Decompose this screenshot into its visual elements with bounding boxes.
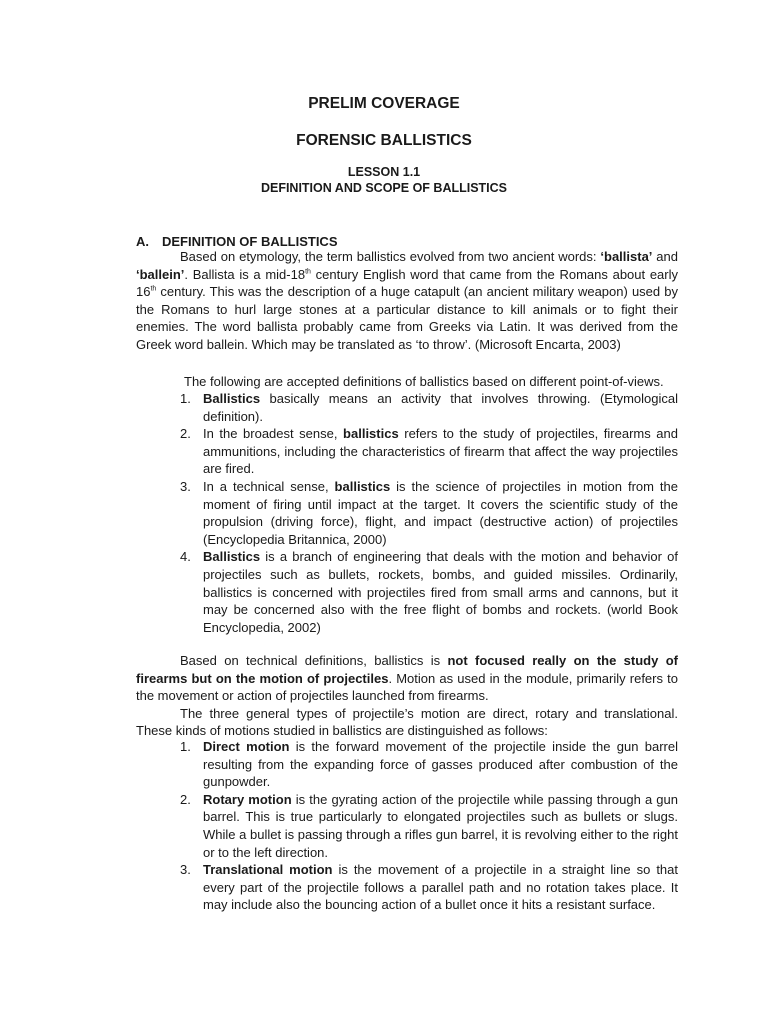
term-ballein: ‘ballein’: [136, 266, 185, 282]
emphasis-text: not focused really on the study of firearms but on the motion of projectiles: [136, 653, 678, 686]
list-term: Ballistics: [203, 391, 261, 406]
list-text: is the forward movement of the projectile inside the gun barrel resulting from the expanding force of gasses produced after combustion of the gunpowder.: [203, 739, 678, 790]
text-run: In a technical sense,: [203, 478, 335, 494]
list-text: basically means an activity that involves throwing. (Etymological definition).: [203, 391, 678, 424]
lesson-number: LESSON 1.1: [347, 165, 421, 179]
section-heading: [136, 234, 338, 249]
list-item: [180, 425, 678, 478]
list-item: [180, 548, 678, 636]
list-number: 4.: [180, 549, 191, 565]
list-number: 2.: [180, 791, 191, 807]
list-term: Direct motion: [203, 739, 290, 754]
page-title: PRELIM COVERAGE: [308, 95, 460, 112]
subject-title: FORENSIC BALLISTICS: [296, 132, 472, 149]
list-item: [180, 738, 678, 791]
list-item: [180, 478, 678, 548]
motion-types-paragraph: The three general types of projectile’s motion are direct, rotary and translational. These kinds of motions studied in ballistics are distinguished as follows:: [136, 705, 678, 739]
list-number: 1.: [180, 739, 191, 754]
section-heading-text: DEFINITION OF BALLISTICS: [162, 234, 338, 249]
list-text: is the gyrating action of the projectile while passing through a gun barrel. This is true particularly to elongated projectiles such as bullets or slugs. While a bullet is passing through a rifles gun barrel, it is revolving either to the right or to the left direction.: [203, 791, 678, 860]
section-label: A.: [136, 234, 149, 249]
term-ballista: ‘ballista’: [600, 249, 653, 264]
text-run: . Ballista is a mid-18: [184, 266, 306, 282]
superscript: th: [305, 268, 311, 276]
list-text: is a branch of engineering that deals with the motion and behavior of projectiles such as bullets, rockets, bombs, and guided missiles. Ordinarily, ballistics is concerned with projectiles fired from small arms and cannons, but it may be concerned also with the free flight of bombs and rockets. (world Book Encyclopedia, 2002): [203, 549, 678, 635]
list-number: 3.: [180, 862, 191, 878]
list-term: ballistics: [343, 426, 399, 442]
list-term: Rotary motion: [203, 791, 292, 807]
text-run: Based on technical definitions, ballistics is: [180, 653, 448, 668]
superscript: th: [150, 285, 157, 293]
text-run: and: [652, 249, 678, 264]
list-number: 2.: [180, 426, 191, 442]
motion-types-list: [180, 738, 678, 914]
definitions-list: [180, 390, 678, 636]
list-term: Translational motion: [203, 862, 333, 878]
list-item: [180, 791, 678, 861]
text-run: century. This was the description of a huge catapult (an ancient military weapon) used by the Romans to hurl large stones at a particular distance to kill animals or to fight their enemies. The word ballista probably came from Greeks via Latin. It was derived from the Greek word ballein. Which may be translated as ‘to throw’. (Microsoft Encarta, 2003): [136, 284, 678, 352]
list-item: [180, 390, 678, 425]
lesson-title: DEFINITION AND SCOPE OF BALLISTICS: [260, 181, 508, 195]
text-run: Based on etymology, the term ballistics evolved from two ancient words:: [180, 249, 601, 264]
list-text: is the movement of a projectile in a straight line so that every part of the projectile follows a parallel path and no rotation takes place. It may include also the bouncing action of a bullet once it hits a resistant surface.: [203, 862, 679, 913]
text-run: In the broadest sense,: [203, 426, 344, 442]
technical-paragraph: [136, 652, 678, 740]
list-text: refers to the study of projectiles, firearms and ammunitions, including the characteristics of firearm that affect the way projectiles are fired.: [203, 426, 678, 477]
list-term: ballistics: [334, 478, 391, 494]
list-item: [180, 861, 678, 914]
text-run: . Motion as used in the module, primarily refers to the movement or action of projectiles launched from firearms.: [136, 670, 678, 704]
list-number: 1.: [180, 391, 191, 406]
definitions-intro: The following are accepted definitions of ballistics based on different point-of-views.: [184, 374, 664, 389]
list-number: 3.: [180, 478, 191, 494]
list-text: is the science of projectiles in motion from the moment of firing until impact at the target. It covers the scientific study of the propulsion (driving force), flight, and impact (destructive action) of projectiles (Encyclopedia Britannica, 2000): [203, 478, 678, 547]
text-run: century English word that came from the Romans about early 16: [136, 266, 678, 300]
etymology-paragraph: [136, 248, 678, 354]
list-term: Ballistics: [203, 549, 261, 565]
